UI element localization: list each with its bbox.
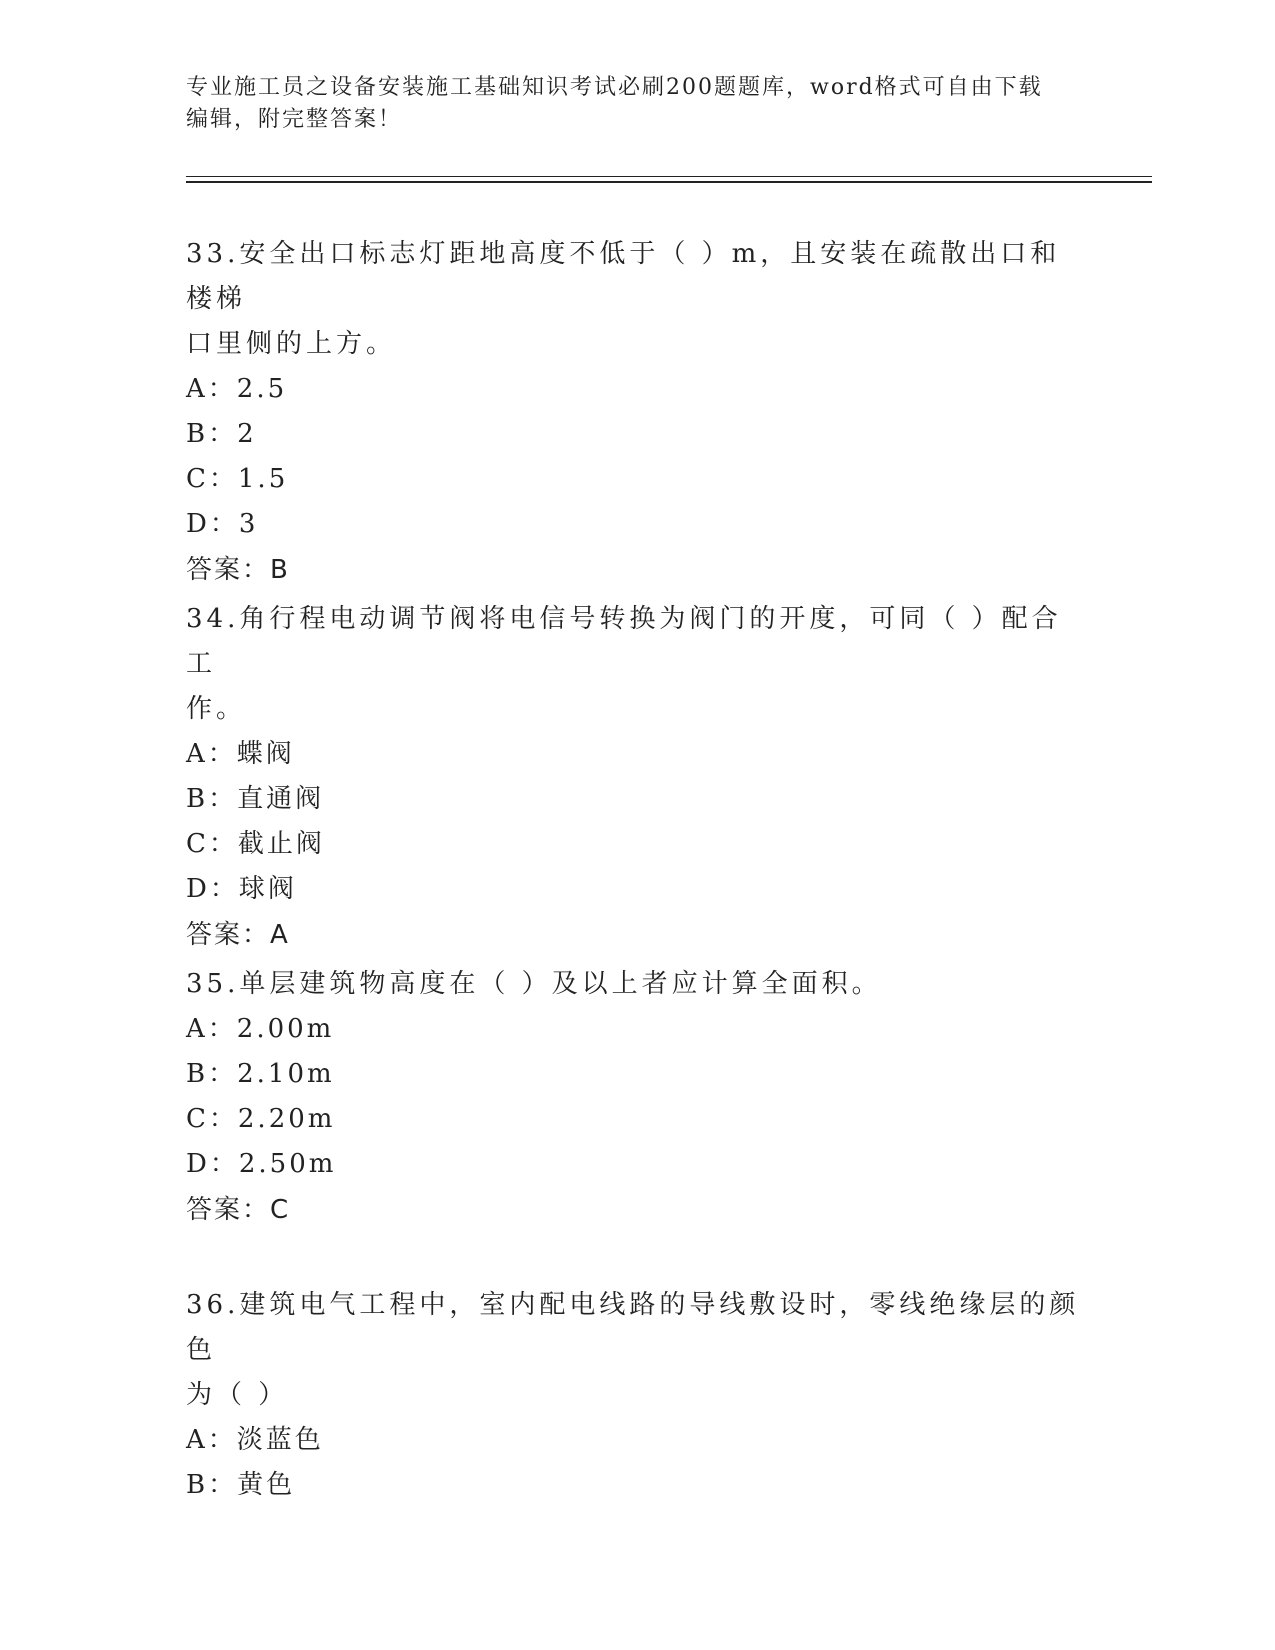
question-33 <box>186 232 1086 593</box>
question-stem: 35.单层建筑物高度在（ ）及以上者应计算全面积。 <box>186 969 882 999</box>
question-stem: 36.建筑电气工程中，室内配电线路的导线敷设时，零线绝缘层的颜色 <box>186 1290 1080 1365</box>
answer: 答案：B <box>186 555 290 585</box>
option-c: C：1.5 <box>186 464 289 494</box>
option-d: D：3 <box>186 509 259 539</box>
option-a: A：2.00m <box>186 1014 335 1044</box>
question-stem: 34.角行程电动调节阀将电信号转换为阀门的开度，可同（ ）配合工 <box>186 604 1062 679</box>
option-c: C：截止阀 <box>186 829 325 859</box>
question-stem-continued: 为（ ） <box>186 1380 289 1410</box>
option-c: C：2.20m <box>186 1104 336 1134</box>
header-line-2: 编辑，附完整答案！ <box>186 107 403 132</box>
option-a: A：2.5 <box>186 374 288 404</box>
header-divider-thick <box>186 181 1152 183</box>
question-stem: 33.安全出口标志灯距地高度不低于（ ）m，且安装在疏散出口和楼梯 <box>186 239 1061 314</box>
option-a: A：淡蓝色 <box>186 1425 324 1455</box>
header-divider-thin <box>186 176 1152 177</box>
document-header <box>186 72 1086 136</box>
header-line-1: 专业施工员之设备安装施工基础知识考试必刷200题题库，word格式可自由下载 <box>186 75 1043 100</box>
question-34 <box>186 597 1086 958</box>
option-b: B：黄色 <box>186 1470 296 1500</box>
option-b: B：2 <box>186 419 257 449</box>
question-stem-continued: 口里侧的上方。 <box>186 329 397 359</box>
question-stem-continued: 作。 <box>186 694 247 724</box>
answer: 答案：C <box>186 1195 291 1225</box>
answer: 答案：A <box>186 920 290 950</box>
option-d: D：2.50m <box>186 1149 337 1179</box>
option-d: D：球阀 <box>186 874 297 904</box>
question-36 <box>186 1283 1086 1508</box>
option-b: B：直通阀 <box>186 784 325 814</box>
option-a: A：蝶阀 <box>186 739 295 769</box>
question-35 <box>186 962 1086 1233</box>
option-b: B：2.10m <box>186 1059 335 1089</box>
